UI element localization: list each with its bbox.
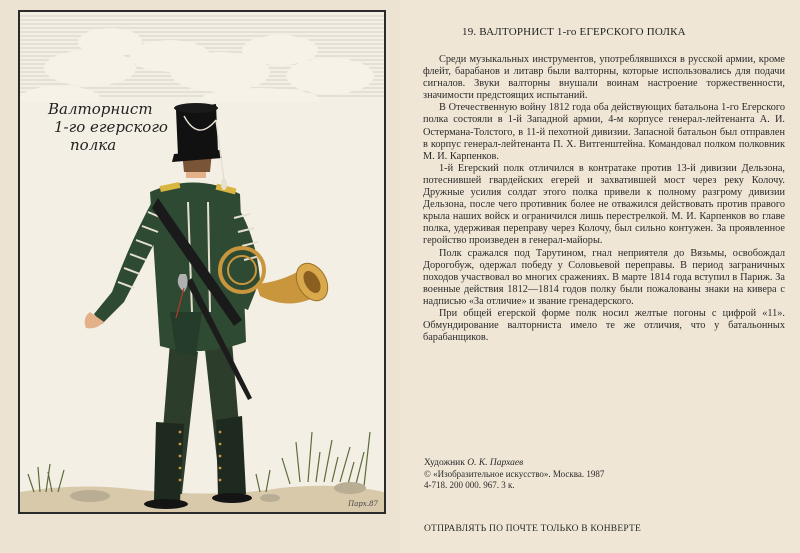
paragraph: При общей егерской форме полк носил желтые погоны с цифрой «11». Обмундирование валторниста имело те же отличия, что у батальонных барабанщиков.: [423, 307, 785, 344]
card-heading: 19. ВАЛТОРНИСТ 1-го ЕГЕРСКОГО ПОЛКА: [462, 26, 686, 38]
artist-signature: Парх.87: [348, 500, 378, 508]
artist-name: О. К. Пархаев: [467, 458, 524, 468]
card-body: [423, 54, 785, 344]
print-code: 4-718. 200 000. 967. 3 к.: [424, 480, 515, 490]
publisher-line: © «Изобразительное искусство». Москва. 1987: [424, 469, 605, 479]
plate-title-line-2: 1-го егерского: [54, 118, 168, 136]
paragraph: Полк сражался под Тарутином, гнал неприятеля до Вязьмы, освобождал Дорогобуж, одержал победу у Соловьевой переправы. В период заграничных походов участвовал во многих сражениях. В марте 1814 года вступил в Париж. За военные действия 1812—1814 годов полку были пожалованы знаки на кивера с надписью «За отличие» и звание гренадерского.: [423, 247, 785, 307]
text-side: [400, 0, 800, 553]
illustration-frame: [18, 10, 386, 514]
paragraph: 1-й Егерский полк отличился в контратаке против 13-й дивизии Дельзона, потеснившей гвардейских егерей и захватившей мост через реку Колочу. Дружные усилия солдат этого полка привели к полному разгрому дивизии Дельзона, после чего противник более не отважился действовать против правого крыла наших войск и ограничился лишь перестрелкой. М. И. Карпенков во главе полка, удерживая переправу через Колочу, был сильно контужен. За проявленное геройство произведен в генерал-майоры.: [423, 162, 785, 247]
plate-title: [48, 100, 178, 154]
plate-title-line-1: Валторнист: [48, 100, 153, 118]
paragraph: Среди музыкальных инструментов, употреблявшихся в русской армии, кроме флейт, барабанов и литавр были валторны, которые использовались для подачи сигналов. Звуки валторны внушали воинам настроение торжественности, значимости предстоящих испытаний.: [423, 54, 785, 102]
plate-title-line-3: полка: [70, 136, 117, 154]
hornist-illustration: [20, 12, 384, 512]
artist-label: Художник: [424, 458, 465, 468]
mail-note: ОТПРАВЛЯТЬ ПО ПОЧТЕ ТОЛЬКО В КОНВЕРТЕ: [424, 524, 641, 534]
credits: [424, 458, 784, 491]
paragraph: В Отечественную войну 1812 года оба действующих батальона 1-го Егерского полка состояли в 1-й Западной армии, 4-м корпусе генерал-лейтенанта А. И. Остермана-Толстого, в 11-й пехотной дивизии. Запасной батальон был отправлен в корпус генерал-лейтенанта П. Х. Витгенштейна. Командовал полком полковник М. И. Карпенков.: [423, 102, 785, 162]
artist-credit: [424, 458, 784, 469]
